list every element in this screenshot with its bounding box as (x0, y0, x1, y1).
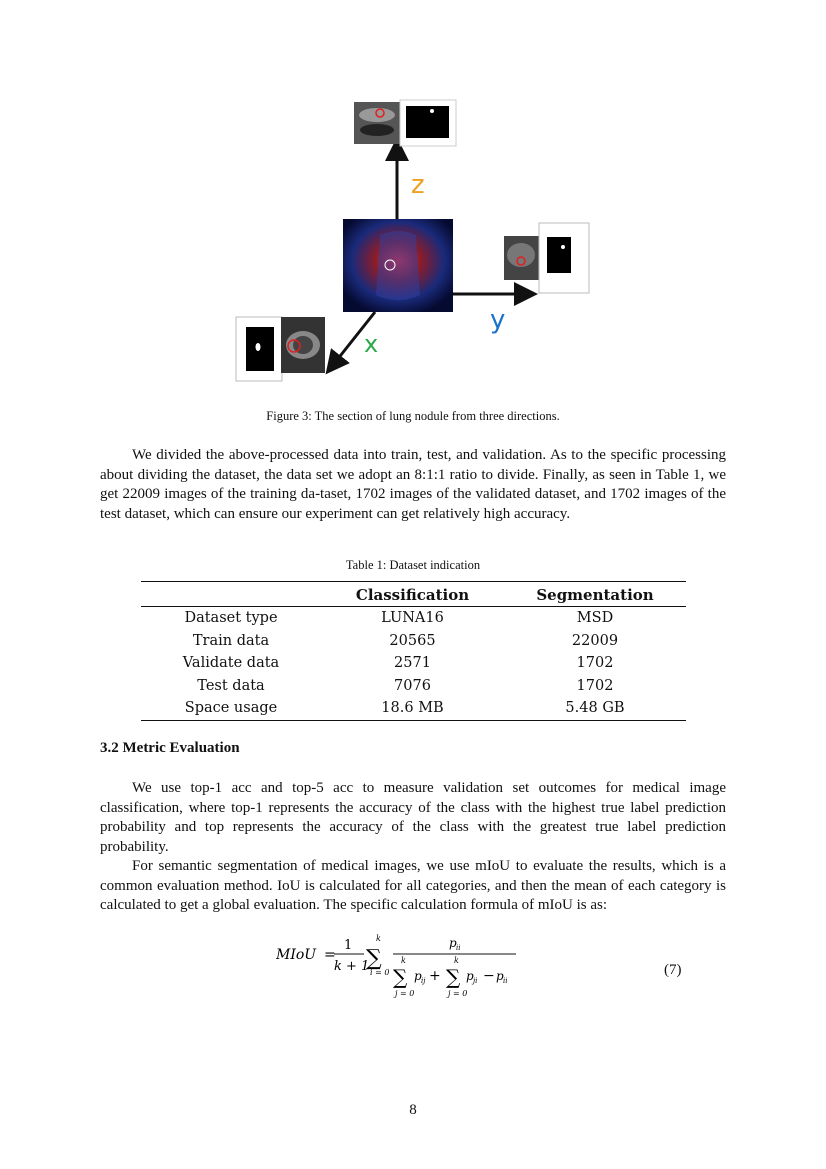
table-cell: 1702 (576, 677, 614, 694)
eq-lhs: MIoU (276, 947, 317, 963)
eq-term1: p (414, 969, 422, 983)
eq-term1-sub: ij (421, 977, 426, 985)
eq-sum-lower: i = 0 (370, 968, 390, 977)
table-cell: 22009 (571, 632, 619, 649)
eq-equals: = (324, 947, 336, 963)
paragraph-data-split: We divided the above-processed data into train, test, and validation. As to the specific processing about dividing the dataset, the data set we adopt an 8:1:1 ratio to divide. Finally, as seen in Table 1, we get 22009 images of the training da-taset, 1702 images of the validated dataset, and 1702 images of the test dataset, which can ensure our experiment can get relatively high accuracy. (100, 447, 726, 522)
page-number: 8 (409, 1102, 417, 1118)
table-cell: Validate data (182, 655, 280, 672)
eq-term3-sub: ii (503, 977, 508, 985)
section-heading: 3.2 Metric Evaluation (100, 740, 240, 756)
chest-xray-image (343, 219, 453, 312)
z-section-mask-image (400, 100, 456, 146)
table-cell: 2571 (394, 655, 431, 672)
table-cell: 18.6 MB (321, 697, 504, 720)
lung-nodule-figure (230, 95, 600, 395)
eq-sum-upper: k (376, 934, 381, 943)
eq-numerator: p (449, 936, 457, 950)
z-axis-label: z (411, 170, 425, 200)
table-caption: Table 1: Dataset indication (345, 558, 481, 572)
table-cell: 7076 (394, 677, 431, 694)
eq-frac-num: 1 (344, 938, 353, 953)
eq-term3: p (496, 969, 504, 983)
y-section-ct-image (504, 236, 540, 280)
z-section-ct-image (354, 102, 400, 144)
table-row (141, 652, 686, 675)
table-cell: Train data (192, 632, 270, 649)
table-cell: Space usage (141, 697, 321, 720)
eq-minus: − (483, 968, 495, 984)
table-row (141, 607, 686, 630)
eq-numerator-sub: ii (456, 944, 461, 952)
table-cell: 20565 (389, 632, 436, 649)
table-cell: 5.48 GB (504, 697, 686, 720)
figure-caption: Figure 3: The section of lung nodule from three directions. (266, 409, 560, 423)
table-cell: 1702 (576, 655, 614, 672)
paragraph-segmentation-metric: For semantic segmentation of medical images, we use mIoU to evaluate the results, which is a common evaluation method. IoU is calculated for all categories, and then the mean of each category is calculated to get a global evaluation. The specific calculation formula of mIoU is as: (100, 858, 726, 913)
y-section-mask-image (539, 223, 589, 293)
table-cell: Dataset type (184, 610, 278, 627)
dataset-table (141, 581, 686, 721)
table-row (141, 675, 686, 698)
table-cell: Test data (197, 677, 265, 694)
eq-den-sum-upper: k (401, 956, 406, 965)
eq-plus: + (429, 968, 441, 984)
x-section-mask-image (236, 317, 282, 381)
eq-den-sum-upper-2: k (454, 956, 459, 965)
table-row (141, 630, 686, 653)
eq-frac-den: k + 1 (334, 959, 370, 974)
eq-den-sum-lower: j = 0 (395, 989, 415, 998)
eq-sum-symbol: ∑ (366, 946, 382, 971)
eq-term2: p (466, 969, 474, 983)
table-header-classification: Classification (321, 582, 504, 607)
eq-den-sum-lower-2: j = 0 (448, 989, 468, 998)
miou-equation (276, 932, 536, 1002)
table-cell: LUNA16 (381, 610, 444, 627)
eq-term2-sub: ji (473, 977, 478, 985)
table-header-blank (141, 582, 321, 607)
equation-number: (7) (664, 962, 682, 978)
paragraph-classification-metric: We use top-1 acc and top-5 acc to measure validation set outcomes for medical image classification, where top-1 represents the accuracy of the class with the highest true label prediction probability and top represents the accuracy of the class with the greatest true label prediction probability. (100, 780, 726, 855)
x-section-ct-image (281, 317, 325, 373)
table-header-segmentation: Segmentation (504, 582, 686, 607)
x-axis-label: x (364, 330, 379, 358)
eq-den-sum-symbol: ∑ (393, 965, 408, 989)
eq-den-sum-symbol-2: ∑ (446, 965, 461, 989)
y-axis-label: y (490, 305, 506, 335)
table-row (141, 697, 686, 720)
table-header-row (141, 582, 686, 607)
table-cell: MSD (576, 610, 614, 627)
